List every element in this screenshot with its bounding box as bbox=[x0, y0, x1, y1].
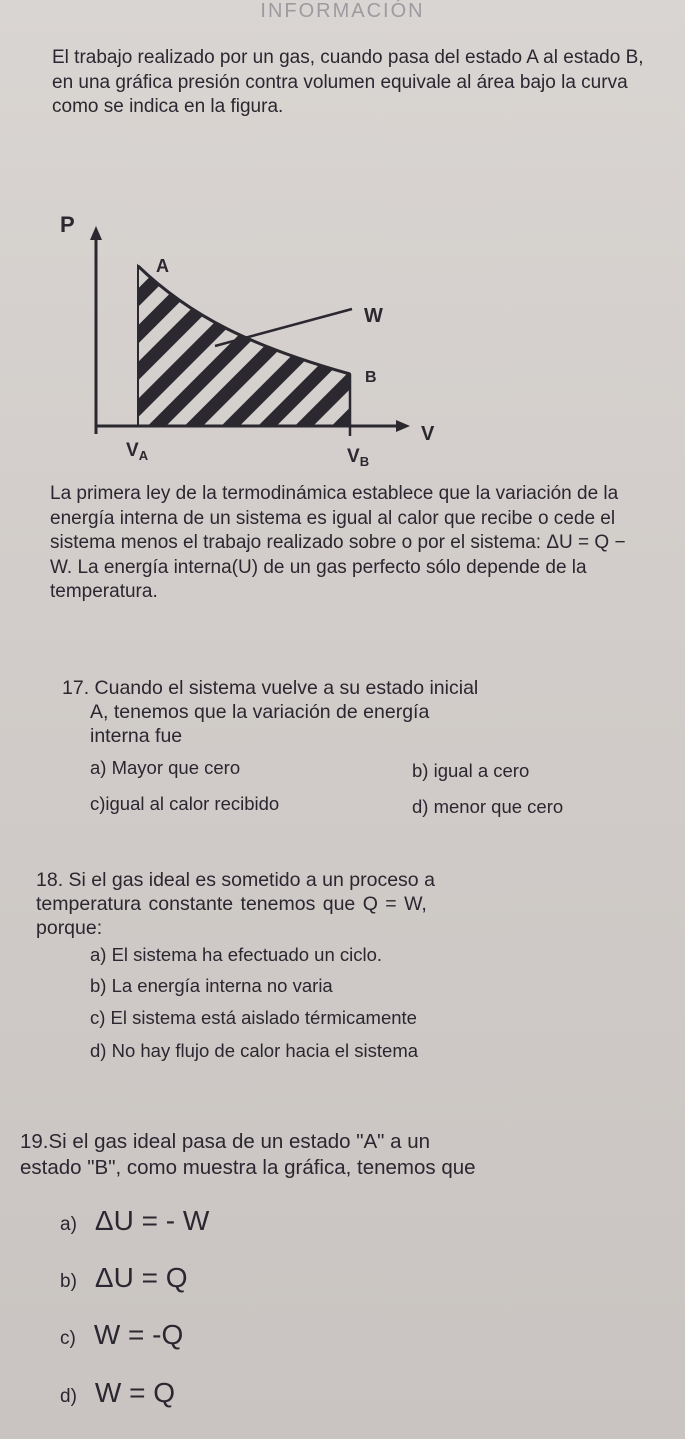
q17-line3: interna fue bbox=[90, 725, 183, 747]
q17-line2: A, tenemos que la variación de energía bbox=[90, 701, 430, 723]
p-axis-label: P bbox=[60, 212, 75, 237]
q19-option-c-expr: W = -Q bbox=[93, 1319, 184, 1350]
q19-option-a-label: a) bbox=[60, 1214, 77, 1235]
q19-option-d-expr: W = Q bbox=[94, 1377, 176, 1408]
work-area bbox=[138, 266, 350, 426]
q18-option-b[interactable]: b) La energía interna no varia bbox=[90, 975, 333, 996]
q18-option-d[interactable]: d) No hay flujo de calor hacia el sistema bbox=[90, 1040, 419, 1061]
q18-line3: porque: bbox=[36, 917, 103, 939]
q17-option-a[interactable]: a) Mayor que cero bbox=[90, 757, 241, 778]
w-leader-line bbox=[215, 309, 352, 346]
q17-line1: 17. Cuando el sistema vuelve a su estado inicial bbox=[62, 677, 479, 699]
q17-option-c[interactable]: c)igual al calor recibido bbox=[90, 793, 280, 814]
q19-option-b[interactable] bbox=[60, 1263, 188, 1297]
cut-off-header: INFORMACIÓN bbox=[260, 0, 425, 22]
q19-option-c[interactable] bbox=[60, 1320, 183, 1354]
state-b-label: B bbox=[365, 369, 377, 386]
q19-option-b-label: b) bbox=[60, 1271, 77, 1292]
work-label: W bbox=[364, 305, 383, 327]
q19-line2: estado "B", como muestra la gráfica, tenemos que bbox=[20, 1156, 476, 1179]
p-axis-arrow bbox=[90, 226, 102, 240]
q19-option-d-label: d) bbox=[60, 1386, 77, 1407]
q19-option-b-expr: ΔU = Q bbox=[94, 1262, 188, 1293]
q19-option-a[interactable] bbox=[60, 1206, 209, 1240]
first-law-paragraph: La primera ley de la termodinámica establece que la variación de la energía interna de un sistema es igual al calor que recibe o cede el sistema menos el trabajo realizado sobre o por el sistema: ΔU = Q − W. La energía interna(U) de un gas perfecto sólo depende de la temperatura. bbox=[50, 483, 626, 602]
q19-option-d[interactable] bbox=[60, 1378, 175, 1412]
intro-paragraph: El trabajo realizado por un gas, cuando pasa del estado A al estado B, en una gráfica presión contra volumen equivale al área bajo la curva como se indica en la figura. bbox=[52, 47, 644, 117]
q19-option-a-expr: ΔU = - W bbox=[94, 1205, 210, 1236]
q18-line2: temperatura constante tenemos que Q = W, bbox=[36, 893, 427, 915]
va-label: $V_A$ bbox=[126, 440, 149, 463]
q17-option-d[interactable]: d) menor que cero bbox=[412, 796, 564, 817]
state-a-label: A bbox=[156, 256, 169, 276]
q18-line1: 18. Si el gas ideal es sometido a un proceso a bbox=[36, 869, 435, 891]
q17-option-b[interactable]: b) igual a cero bbox=[412, 760, 530, 781]
q18-option-c[interactable]: c) El sistema está aislado térmicamente bbox=[90, 1007, 417, 1028]
q19-line1: 19.Si el gas ideal pasa de un estado "A" a un bbox=[20, 1130, 431, 1153]
pv-diagram bbox=[0, 206, 685, 476]
q19-option-c-label: c) bbox=[60, 1328, 76, 1349]
q18-option-a[interactable]: a) El sistema ha efectuado un ciclo. bbox=[90, 944, 383, 965]
vb-label: $V_B$ bbox=[347, 446, 370, 469]
v-axis-label: V bbox=[421, 423, 435, 445]
v-axis-arrow bbox=[396, 420, 410, 432]
